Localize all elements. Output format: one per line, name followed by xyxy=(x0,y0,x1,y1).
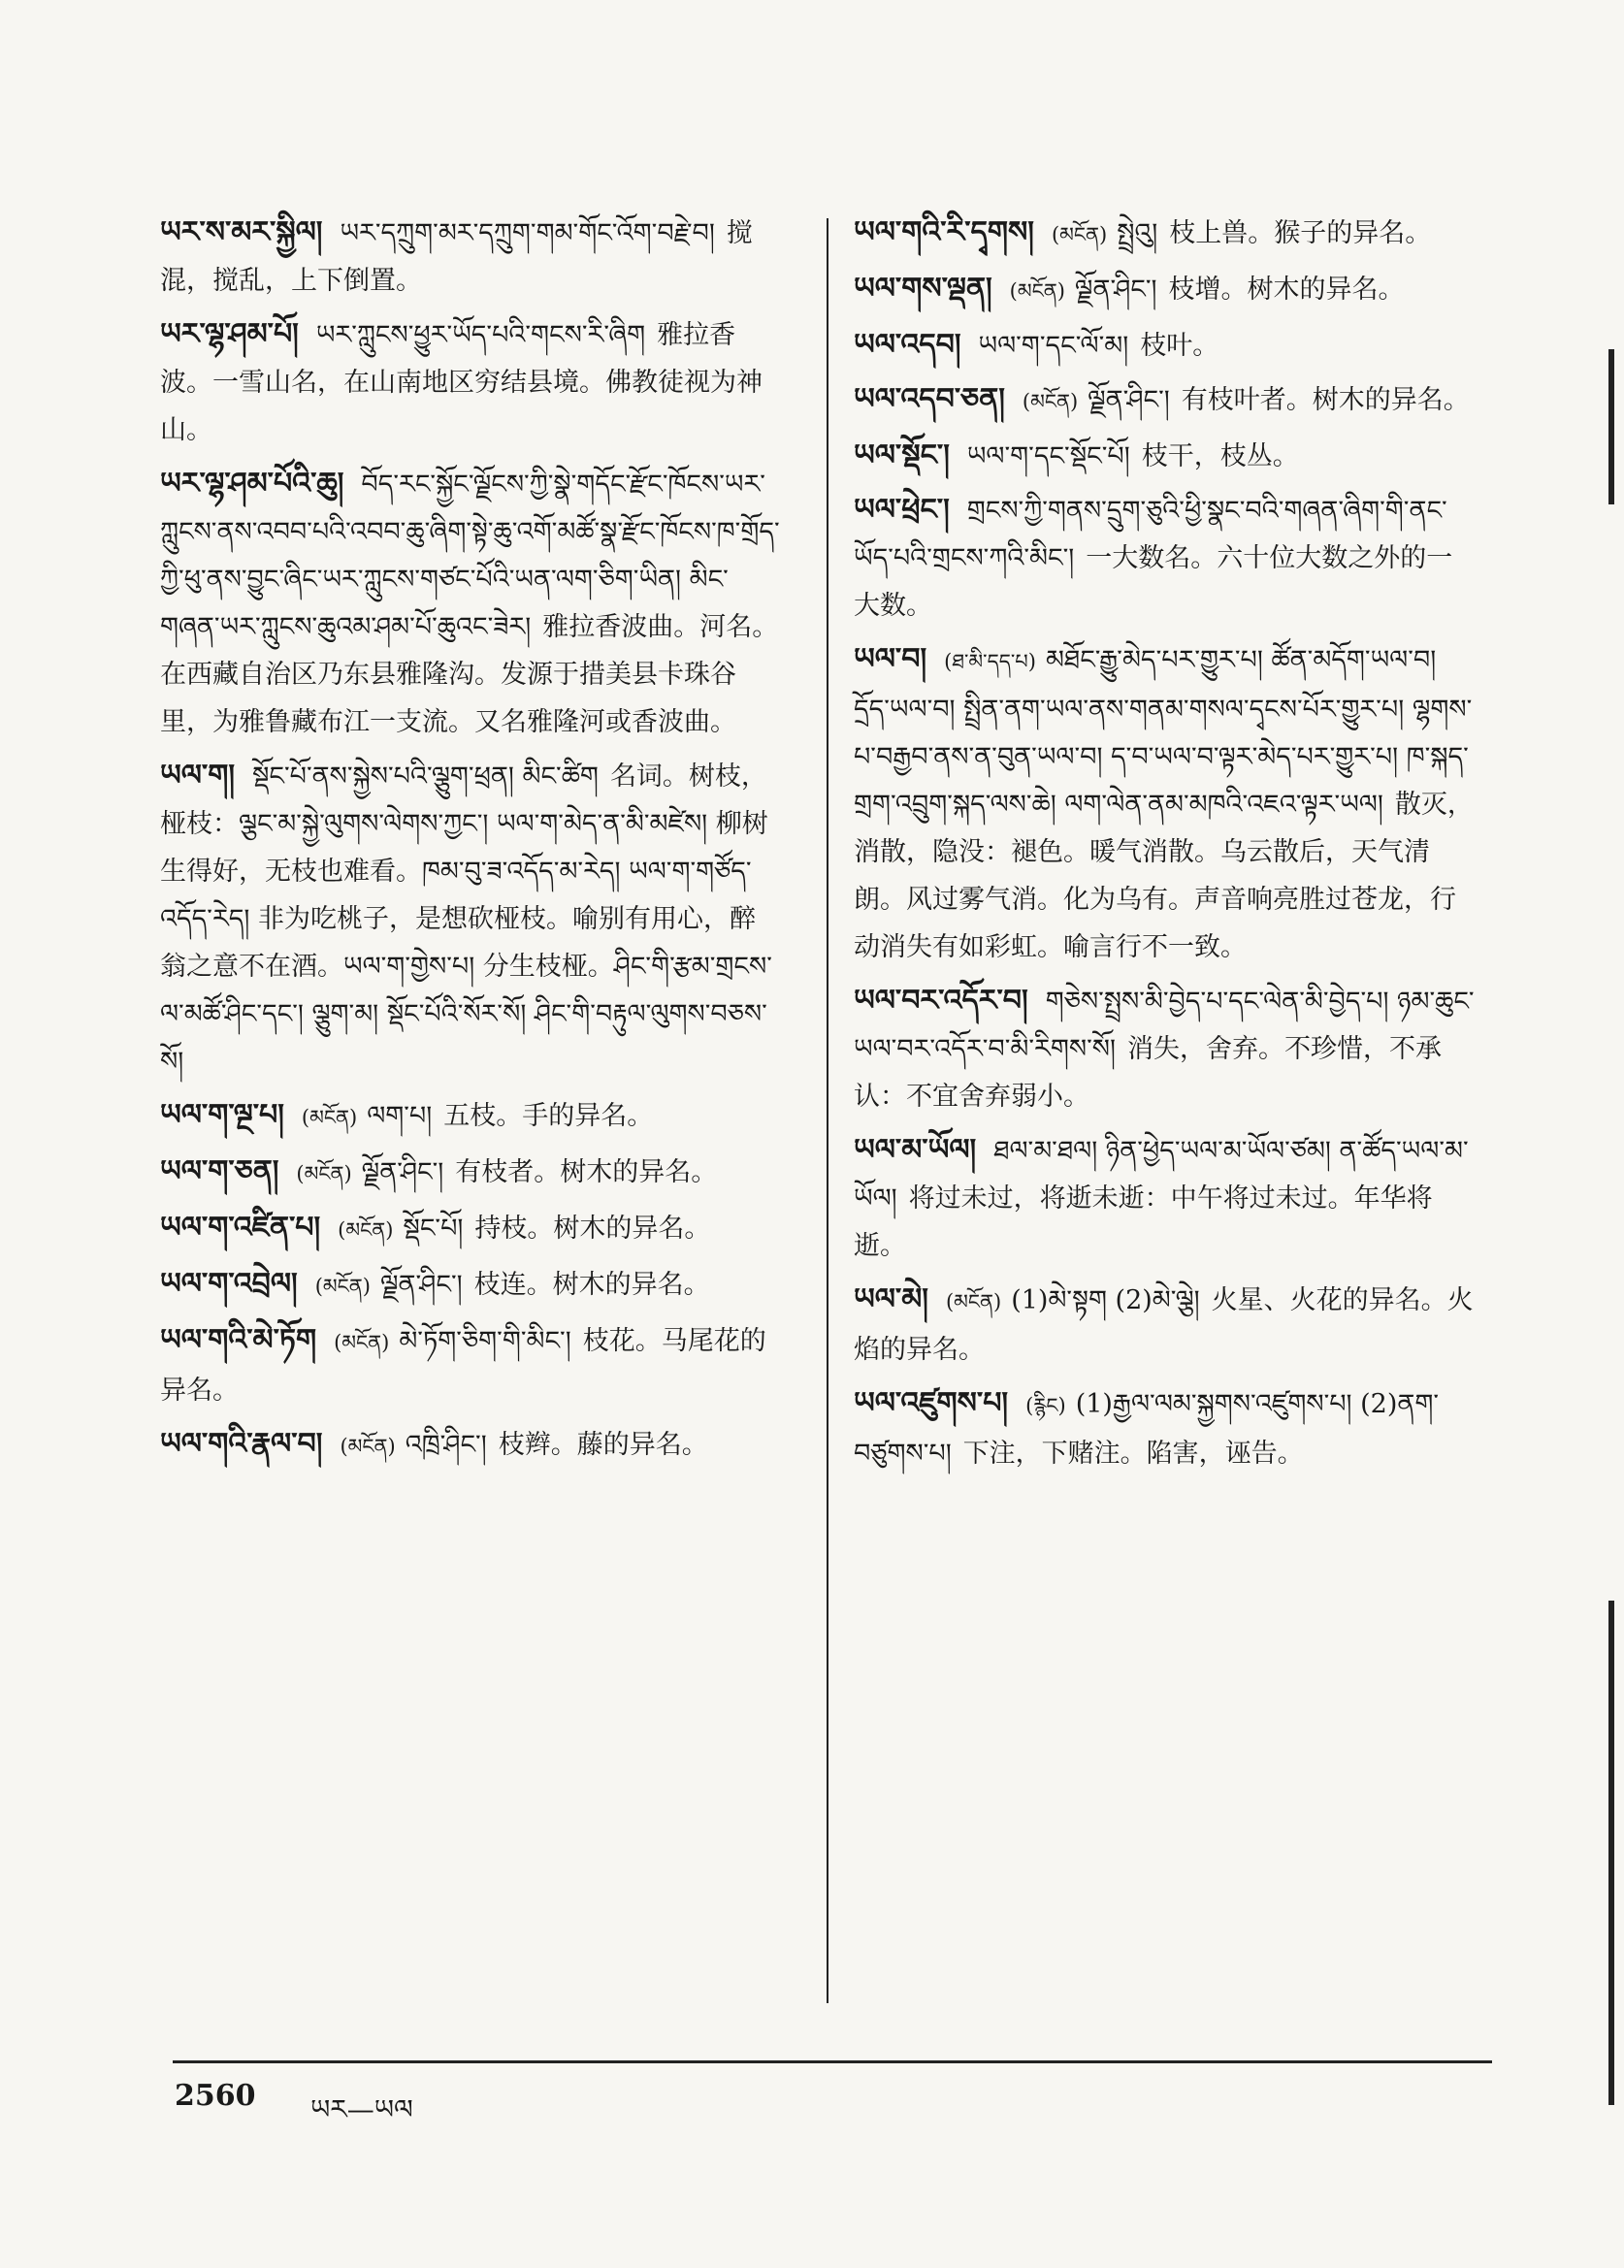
tibetan-gloss: འཁྲི་ཤིང་། xyxy=(405,1430,487,1460)
headword: ཡལ་ཕྲེང་། xyxy=(854,493,950,527)
chinese-definition: 五枝。手的异名。 xyxy=(443,1101,654,1131)
chinese-definition: 枝叶。 xyxy=(1140,331,1219,361)
headword: ཡལ་ག་འབྲེལ། xyxy=(160,1267,298,1301)
headword: ཡལ་ག་ལྔ་པ། xyxy=(160,1098,284,1132)
headword: ཡལ་གའི་རི་དྭགས། xyxy=(854,215,1034,249)
headword: ཡར་ལྷ་ཤམ་པོ། xyxy=(160,317,299,351)
headword: ཡལ་བ། xyxy=(854,642,927,676)
dictionary-entry xyxy=(160,460,781,746)
tibetan-gloss: (1)རྒྱལ་ལམ་སྐྱགས་འཛུགས་པ། (2)ནག་བཙུགས་པ། xyxy=(854,1389,1440,1469)
tibetan-gloss: སྡོང་པོ། xyxy=(403,1214,464,1244)
chinese-definition: 雅拉香波。一雪山名，在山南地区穷结县境。佛教徒视为神山。 xyxy=(160,320,763,445)
headword: ཡལ་གའི་རྣལ་བ། xyxy=(160,1427,323,1461)
dictionary-entry xyxy=(854,375,1475,426)
tibetan-gloss: སྤྲེའུ། xyxy=(1117,218,1158,248)
headword: ཡལ་འདབ་ཅན། xyxy=(854,382,1005,416)
tibetan-gloss: མཐོང་རྒྱུ་མེད་པར་གྱུར་པ། ཚོན་མདོག་ཡལ་བ། དྲོད་ཡལ་བ། སྤྲིན་ནག་ཡལ་ནས་གནམ་གསལ་དྭངས་པོར་གྱུར་པ། ལྷགས་པ་བརྒྱབ་ནས་ན་བུན་ཡལ་བ། ད་བ་ཡལ་བ་ལྟར་མེད་པར་གྱུར་པ། ཁ་སྐད་གྲག་འབྲུག་སྐད་ལས་ཆེ། ལག་ལེན་ནམ་མཁའི་འཇའ་ལྟར་ཡལ། xyxy=(854,645,1473,820)
tibetan-gloss: ཡར་ཀླུངས་ཕྱུར་ཡོད་པའི་གངས་རི་ཞིག xyxy=(315,320,646,350)
dictionary-entry xyxy=(854,1276,1475,1374)
dictionary-entry xyxy=(160,752,781,1085)
page-number: 2560 xyxy=(175,2079,256,2113)
entry-tag: (མངོན) xyxy=(1009,279,1065,303)
right-column xyxy=(854,209,1475,1483)
entry-tag: (མངོན) xyxy=(1051,223,1108,246)
dictionary-entry xyxy=(854,486,1475,630)
tibetan-gloss: ཡལ་ག་དང་ལོ་མ། xyxy=(978,331,1129,361)
headword: ཡལ་ག་ཅན། xyxy=(160,1154,279,1188)
chinese-definition: 火星、火花的异名。火焰的异名。 xyxy=(854,1285,1474,1365)
headword: ཡར་ས་མར་སྐྱིལ། xyxy=(160,215,323,249)
headword: ཡལ་གས་ལྡན། xyxy=(854,272,992,306)
tibetan-gloss: གཅེས་སྤྲས་མི་བྱེད་པ་དང་ལེན་མི་བྱེད་པ། ཉམ་ཆུང་ཡལ་བར་འདོར་བ་མི་རིགས་སོ། xyxy=(854,987,1475,1064)
dictionary-entry xyxy=(854,977,1475,1120)
chinese-definition: 持枝。树木的异名。 xyxy=(474,1214,711,1244)
chinese-definition: 枝花。马尾花的异名。 xyxy=(160,1326,766,1406)
entry-tag: (མངོན) xyxy=(338,1218,394,1242)
entry-tag: (མངོན) xyxy=(296,1162,352,1185)
entry-tag: (མངོན) xyxy=(334,1331,390,1354)
dictionary-entry xyxy=(160,1260,781,1311)
tibetan-gloss: མེ་ཏོག་ཅིག་གི་མིང་། xyxy=(399,1326,571,1356)
dictionary-entry xyxy=(854,209,1475,259)
dictionary-entry xyxy=(160,310,781,454)
tibetan-gloss: བོད་རང་སྐྱོང་ལྗོངས་ཀྱི་སྣེ་གདོང་རྫོང་ཁོངས་ཡར་ཀླུངས་ནས་འབབ་པའི་འབབ་ཆུ་ཞིག་སྟེ་ཆུ་འགོ་མཚོ་སྣ་རྫོང་ཁོངས་ཁ་གྲོད་ཀྱི་ཕུ་ནས་བྱུང་ཞིང་ཡར་ཀླུངས་གཙང་པོའི་ཡན་ལག་ཅིག་ཡིན། མིང་གཞན་ཡར་ཀླུངས་ཆུའམ་ཤམ་པོ་ཆུའང་ཟེར། xyxy=(160,470,780,642)
chinese-definition: 有枝叶者。树木的异名。 xyxy=(1181,385,1470,415)
entry-tag: (མངོན) xyxy=(945,1290,1002,1313)
chinese-definition: 散灭，消散，隐没：褪色。暖气消散。乌云散后，天气清朗。风过雾气消。化为乌有。声音响亮胜过苍龙，行动消失有如彩虹。喻言行不一致。 xyxy=(854,790,1474,962)
dictionary-entry xyxy=(160,1204,781,1254)
dictionary-entry xyxy=(160,209,781,305)
tibetan-gloss: (1)མེ་སྟག (2)མེ་ལྕེ། xyxy=(1011,1285,1200,1315)
edge-mark xyxy=(1608,1601,1614,2105)
dictionary-entry xyxy=(854,635,1475,971)
tibetan-gloss: ལྗོན་ཤིང་། xyxy=(380,1270,463,1300)
dictionary-entry xyxy=(854,1126,1475,1270)
tibetan-gloss: ལྗོན་ཤིང་། xyxy=(1088,385,1170,415)
headword: ཡལ་མེ། xyxy=(854,1282,928,1316)
column-divider xyxy=(827,218,828,2003)
footer-rule xyxy=(173,2060,1492,2063)
dictionary-entry xyxy=(854,1379,1475,1477)
chinese-definition: 雅拉香波曲。河名。在西藏自治区乃东县雅隆沟。发源于措美县卡珠谷里，为雅鲁藏布江一支流。又名雅隆河或香波曲。 xyxy=(160,612,779,737)
chinese-definition: 消失，舍弃。不珍惜，不承认：不宜舍弃弱小。 xyxy=(854,1034,1442,1112)
chinese-definition: 枝上兽。猴子的异名。 xyxy=(1169,218,1432,248)
entry-tag: (རྙིང) xyxy=(1025,1394,1066,1417)
chinese-definition: 有枝者。树木的异名。 xyxy=(455,1157,718,1187)
tibetan-gloss: ལྗོན་ཤིང་། xyxy=(1074,275,1157,305)
headword: ཡལ་སྡོང་། xyxy=(854,438,950,472)
entry-tag: (མངོན) xyxy=(314,1275,371,1298)
chinese-definition: 名词。树枝，桠枝：ལྕང་མ་སྐྱེ་ལུགས་ལེགས་ཀྱང་། ཡལ་ག་མེད་ན་མི་མཛེས། 柳树生得好，无枝也难看。ཁམ་བུ་ཟ་འདོད་མ་རེད། ཡལ་ག་གཙོད་འདོད་རེད། 非为吃桃子，是想砍桠枝。喻别有用心，醉翁之意不在酒。ཡལ་ག་གྱེས་པ། 分生枝桠。ཤིང་གི་རྩམ་གྲངས་ལ་མཚོ་ཤིང་དང་། ལྕུག་མ། སྡོང་པོའི་སོར་སོ། ཤིང་གི་བརྟུལ་ལུགས་བཅས་སོ། xyxy=(160,761,772,1077)
tibetan-gloss: ལག་པ། xyxy=(367,1101,433,1131)
dictionary-entry xyxy=(160,1420,781,1471)
dictionary-entry xyxy=(854,321,1475,370)
headword: ཡལ་མ་ཡོལ། xyxy=(854,1133,977,1167)
left-column xyxy=(160,209,781,1476)
entry-tag: (མངོན) xyxy=(1022,390,1079,413)
chinese-definition: 将过未过，将逝未逝：中午将过未过。年华将逝。 xyxy=(854,1183,1433,1261)
tibetan-gloss: གྲངས་ཀྱི་གནས་དྲུག་ཅུའི་ཕྱི་སྣང་བའི་གཞན་ཞིག་གི་ནང་ཡོད་པའི་གྲངས་ཀའི་མིང་། xyxy=(854,496,1447,573)
headword: ཡར་ལྷ་ཤམ་པོའི་ཆུ། xyxy=(160,467,344,501)
dictionary-entry xyxy=(160,1316,781,1414)
headword: ཡལ་བར་འདོར་བ། xyxy=(854,984,1028,1018)
headword: ཡལ་གའི་མེ་ཏོག xyxy=(160,1323,317,1357)
headword: ཡལ་ག་འཛིན་པ། xyxy=(160,1211,321,1245)
entry-tag: (མངོན) xyxy=(340,1435,396,1458)
headword: ཡལ་འཛུགས་པ། xyxy=(854,1386,1009,1420)
running-head: ཡར—ཡལ xyxy=(310,2093,413,2125)
chinese-definition: 搅混，搅乱，上下倒置。 xyxy=(160,218,753,296)
dictionary-entry xyxy=(160,1091,781,1142)
tibetan-gloss: ཡལ་ག་དང་སྡོང་པོ། xyxy=(966,441,1130,471)
dictionary-entry xyxy=(160,1148,781,1198)
tibetan-gloss: ལྗོན་ཤིང་། xyxy=(361,1157,444,1187)
dictionary-entry xyxy=(854,265,1475,315)
tibetan-gloss: སྡོང་པོ་ནས་སྐྱེས་པའི་ལྕུག་ཕྲན། མིང་ཚིག xyxy=(252,761,599,792)
headword: ཡལ་ག། xyxy=(160,759,236,793)
chinese-definition: 一大数名。六十位大数之外的一大数。 xyxy=(854,543,1453,621)
dictionary-entry xyxy=(854,432,1475,480)
chinese-definition: 下注，下赌注。陷害，诬告。 xyxy=(962,1439,1304,1469)
tibetan-gloss: ཡར་དཀྲུག་མར་དཀྲུག་གམ་གོང་འོག་བརྗེ་བ། xyxy=(340,218,715,248)
entry-tag: (ཐ་མི་དད་པ) xyxy=(944,650,1036,673)
chinese-definition: 枝增。树木的异名。 xyxy=(1168,275,1405,305)
edge-mark xyxy=(1608,349,1614,504)
chinese-definition: 枝辫。藤的异名。 xyxy=(498,1430,708,1460)
headword: ཡལ་འདབ། xyxy=(854,328,961,362)
entry-tag: (མངོན) xyxy=(301,1106,358,1129)
chinese-definition: 枝连。树木的异名。 xyxy=(473,1270,710,1300)
chinese-definition: 枝干，枝丛。 xyxy=(1141,441,1299,471)
tibetan-gloss: ཐལ་མ་ཐལ། ཉིན་ཕྱེད་ཡལ་མ་ཡོལ་ཙམ། ན་ཚོད་ཡལ་མ་ཡོལ། xyxy=(854,1136,1469,1214)
